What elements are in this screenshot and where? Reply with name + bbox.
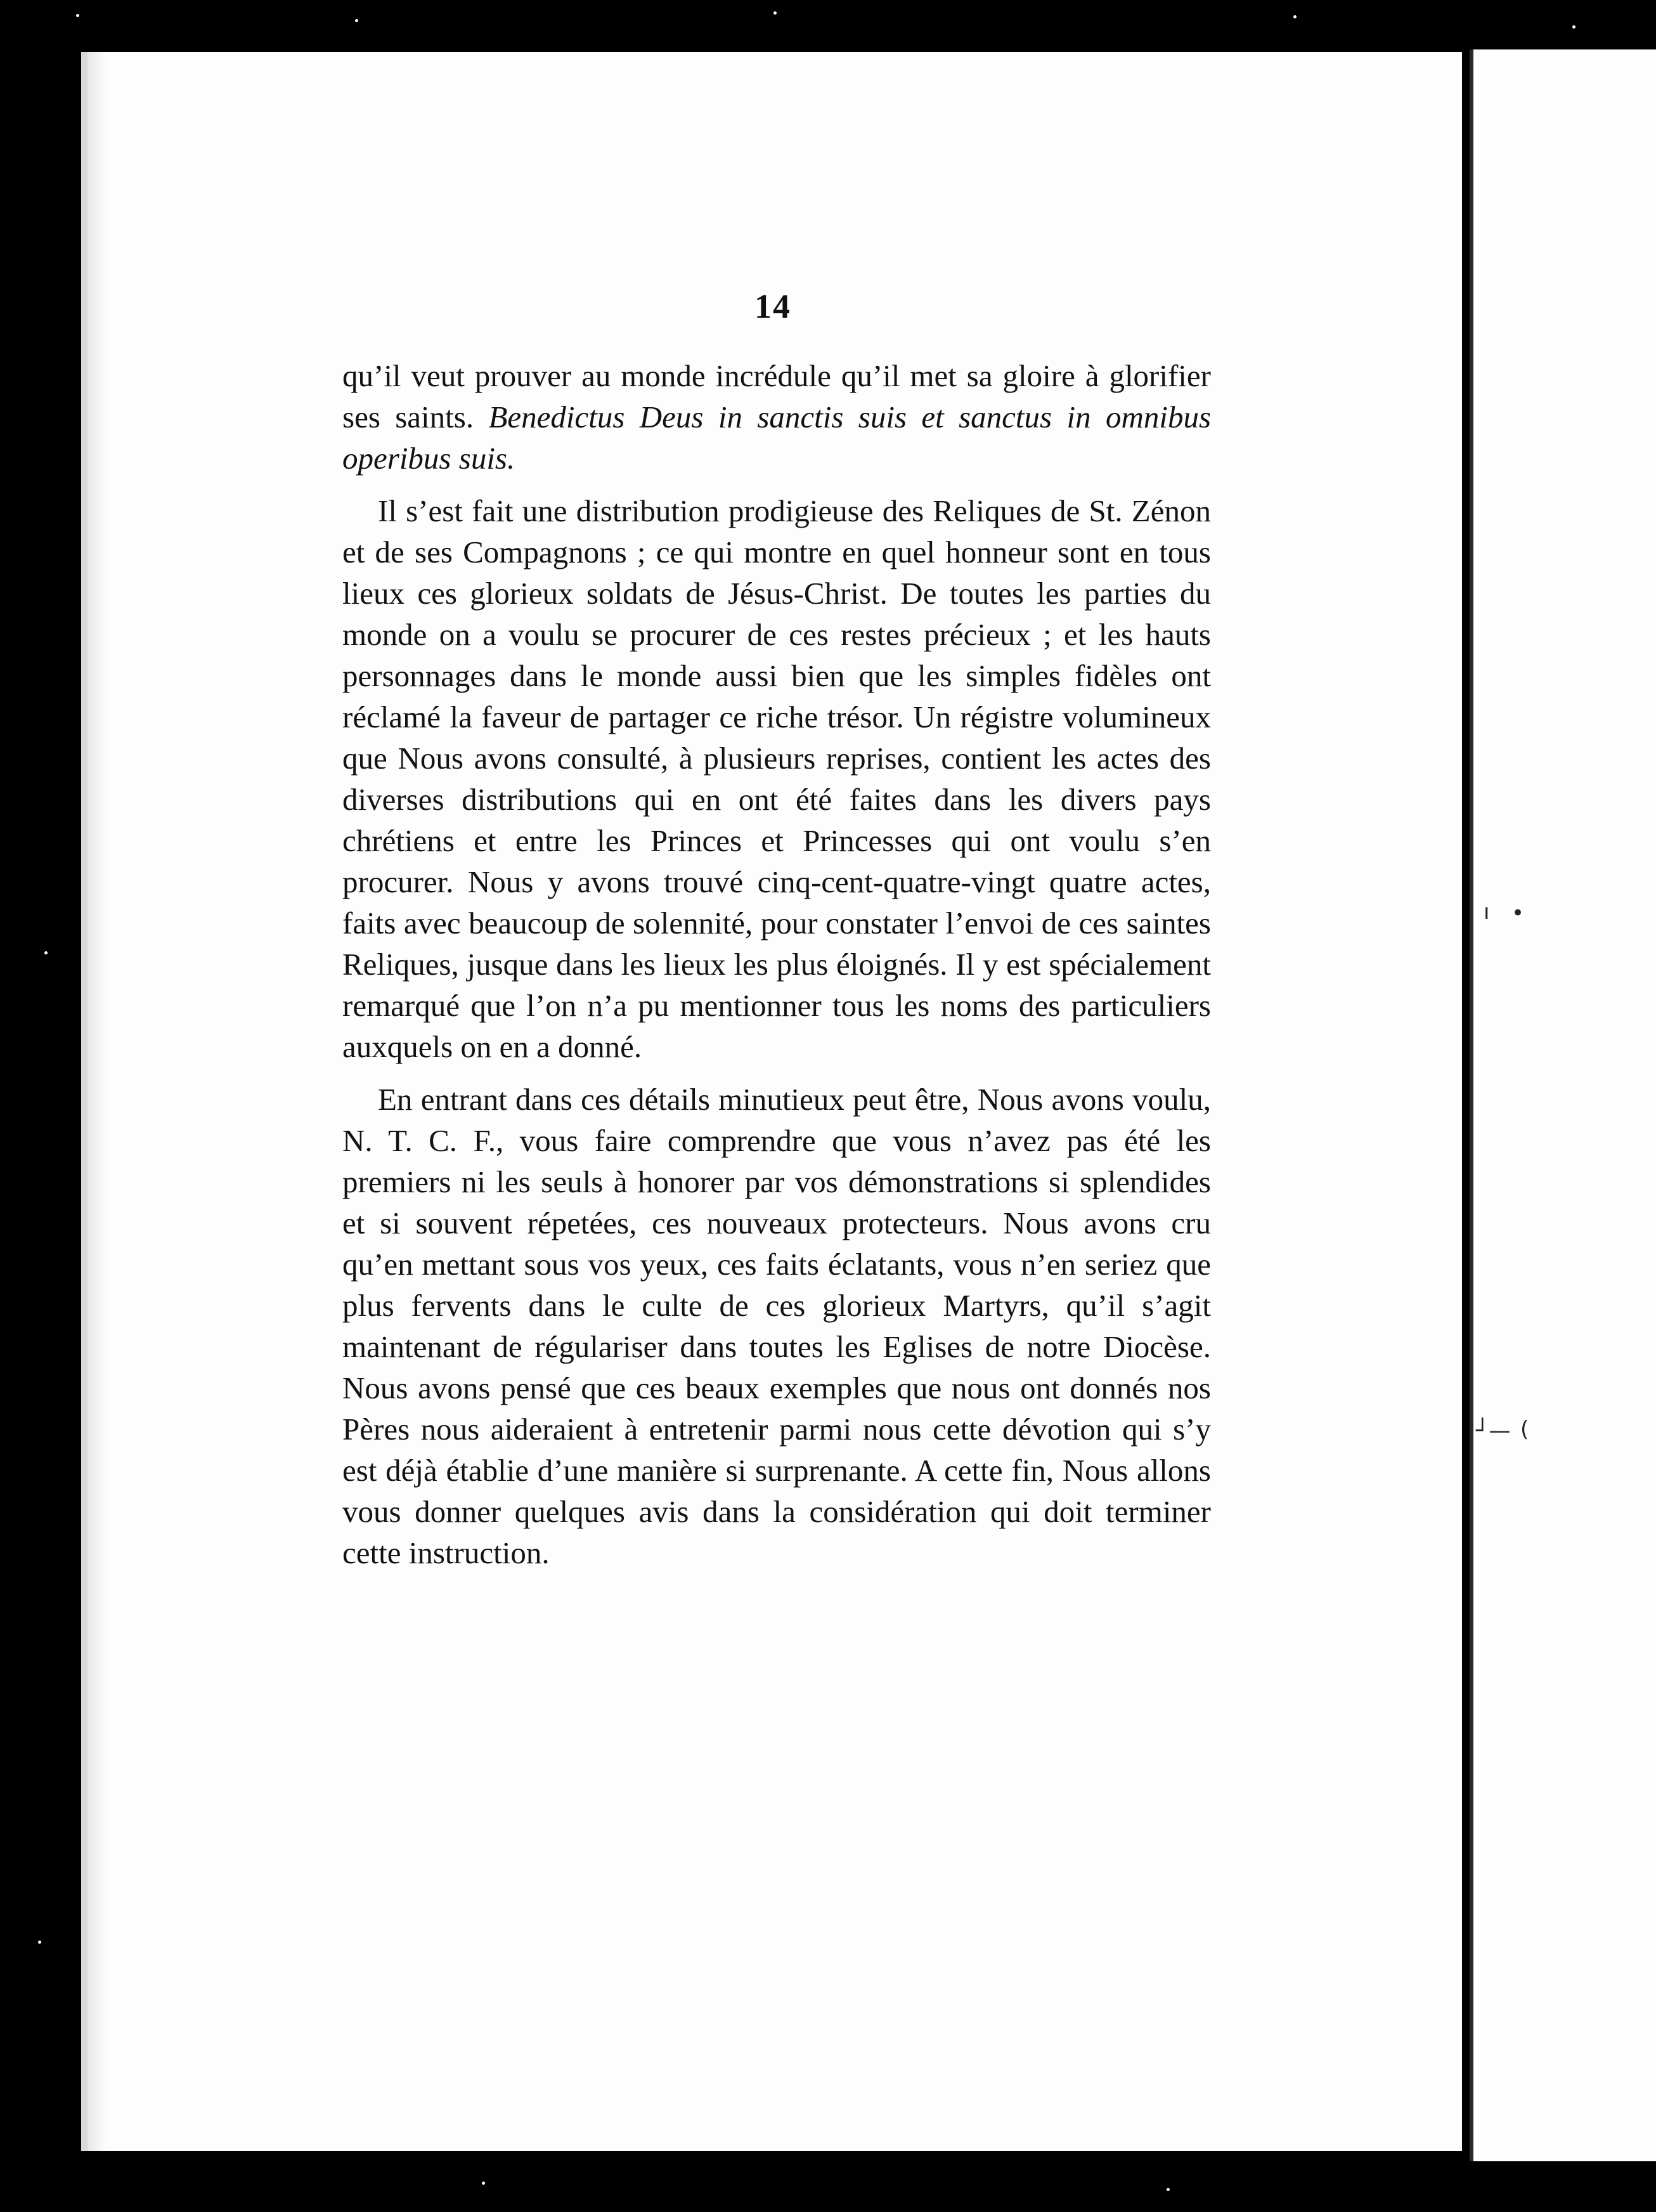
scan-speck <box>76 14 79 17</box>
page-number: 14 <box>754 287 791 325</box>
body-text <box>342 355 1211 1573</box>
scan-speck <box>38 1941 41 1944</box>
scan-speck <box>44 951 48 954</box>
scan-speck <box>1572 25 1575 29</box>
text-segment: qu’il veut prouver au monde incrédule qu’il met sa gloire à glorifier ses saints. <box>342 358 1211 434</box>
paragraph <box>342 1079 1211 1573</box>
text-segment: Il s’est fait une distribution prodigieuse des Reliques de St. Zénon et de ses Compagnons ; ce qui montre en quel honneur sont en tous lieux ces glorieux soldats de Jésus-Christ. De toutes les parties du monde on a voulu se procurer de ces restes précieux ; et les hauts personnages dans le monde aussi bien que les simples fidèles ont réclamé la faveur de partager ce riche trésor. Un régistre volumineux que Nous avons consulté, à plusieurs reprises, contient les actes des diverses distributions qui en ont été faites dans les divers pays chrétiens et entre les Princes et Princesses qui ont voulu s’en procurer. Nous y avons trouvé cinq-cent-quatre-vingt quatre actes, faits avec beaucoup de solennité, pour constater l’envoi de ces saintes Reliques, jusque dans les lieux les plus éloignés. Il y est spécialement remarqué que l’on n’a pu mentionner tous les noms des particuliers auxquels on en a donné. <box>342 493 1211 1064</box>
page-mark: • <box>1511 901 1525 926</box>
page-mark: ┘— <box>1476 1418 1511 1443</box>
scan-speck <box>1167 2188 1170 2191</box>
paragraph <box>342 355 1211 479</box>
page-mark: ( <box>1520 1417 1529 1442</box>
scan-speck <box>482 2182 485 2185</box>
adjacent-page-edge <box>1470 49 1656 2161</box>
paragraph <box>342 490 1211 1067</box>
text-segment: En entrant dans ces détails minutieux peut être, Nous avons voulu, N. T. C. F., vous faire comprendre que vous n’avez pas été les premiers ni les seuls à honorer par vos démonstrations si splendides et si souvent répetées, ces nouveaux protecteurs. Nous avons cru qu’en mettant sous vos yeux, ces faits éclatants, vous n’en seriez que plus fervents dans le culte de ces glorieux Martyrs, qu’il s’agit maintenant de régulariser dans toutes les Eglises de notre Diocèse. Nous avons pensé que ces beaux exemples que nous ont donnés nos Pères nous aideraient à entretenir parmi nous cette dévotion qui s’y est déjà établie d’une manière si surprenante. A cette fin, Nous allons vous donner quelques avis dans la considération qui doit terminer cette instruction. <box>342 1082 1211 1570</box>
scan-speck <box>355 19 358 22</box>
scan-speck <box>773 11 777 15</box>
page-mark: ı <box>1484 899 1490 925</box>
page-binding-shadow <box>87 52 107 2151</box>
scan-speck <box>1293 15 1297 18</box>
latin-quotation: Benedictus Deus in sanctis suis et sanctus in omnibus operibus suis. <box>342 400 1212 476</box>
